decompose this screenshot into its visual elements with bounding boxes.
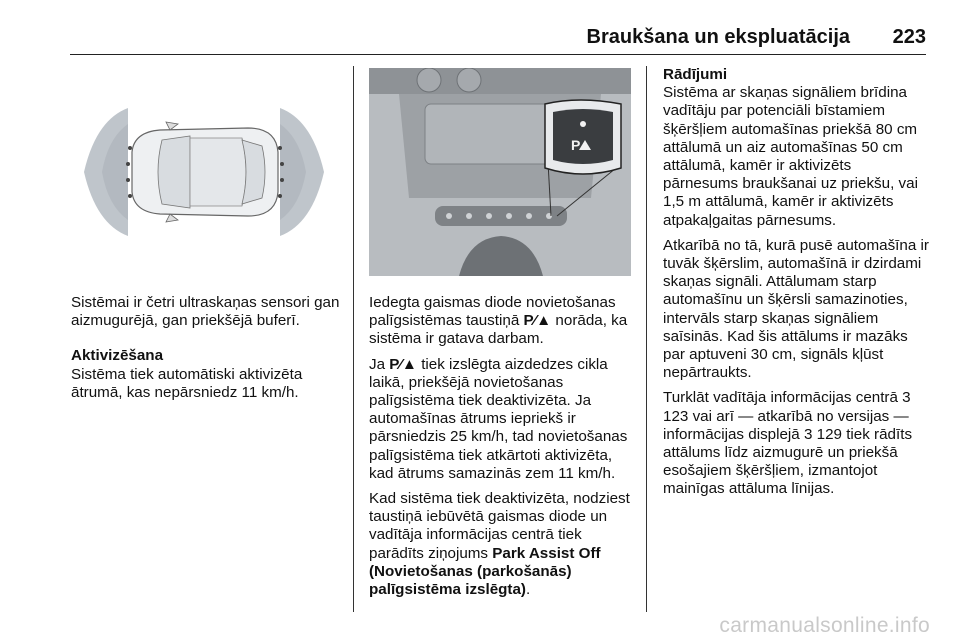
header-rule bbox=[70, 54, 926, 55]
column-middle bbox=[369, 294, 635, 606]
message-paragraph: Kad sistēma tiek deaktivizēta, nodziest taustiņā iebūvētā gaismas diode un vadītāja informācijas centrā tiek parādīts ziņojums Park Assist Off (Novietošanas (parkošanās) palīgsistēma izslēgta). bbox=[369, 490, 630, 599]
display-paragraph: Turklāt vadītāja informācijas centrā 3 123 vai arī — atkarībā no versijas — informācijas displejā 3 129 tiek rādīts attālums līdz aizmugurē un priekšā esošajiem šķēršļiem, izmantojot mainīgas attāluma līnijas. bbox=[663, 389, 913, 498]
page-header bbox=[70, 24, 926, 54]
svg-text:P: P bbox=[571, 137, 581, 153]
led-paragraph: Iedegta gaismas diode novietošanas palīgsistēmas taustiņā P⁄▲ norāda, ka sistēma ir gatava darbam. bbox=[369, 294, 628, 348]
section-heading-activation: Aktivizēšana bbox=[71, 347, 164, 365]
car-sensor-figure bbox=[70, 68, 338, 276]
console-button-figure bbox=[369, 68, 631, 276]
park-assist-off-message: Park Assist Off (Novietošanas (parkošanās) palīgsistēma izslēgta) bbox=[369, 544, 601, 599]
column-divider-left bbox=[353, 66, 354, 612]
watermark: carmanualsonline.info bbox=[719, 614, 930, 637]
page-reference-link[interactable]: 3 123 bbox=[663, 389, 911, 425]
section-heading-indications: Rādījumi bbox=[663, 66, 728, 83]
column-divider-right bbox=[646, 66, 647, 612]
column-left bbox=[71, 294, 341, 409]
park-assist-icon: P⁄▲ bbox=[523, 312, 552, 330]
page-reference-link[interactable]: 3 129 bbox=[803, 425, 842, 443]
chapter-title: Braukšana un ekspluatācija bbox=[586, 26, 850, 48]
park-assist-icon: P⁄▲ bbox=[389, 355, 417, 373]
warning-distance-paragraph: Sistēma ar skaņas signāliem brīdina vadītāju par potenciāli bīstamiem šķēršļiem automašīnas priekšā 80 cm attālumā un aiz automašīnas 50 cm attālumā, kamēr ir aktivizēts pārnesums braukšanai uz priekšu, vai 1,5 m attālumā, kamēr ir aktivizēts atpakaļgaitas pārnesums. bbox=[663, 84, 918, 229]
activation-text: Sistēma tiek automātiski aktivizēta ātrumā, kas nepārsniedz 11 km/h. bbox=[71, 365, 303, 401]
deactivation-paragraph: Ja P⁄▲ tiek izslēgta aizdedzes cikla laikā, priekšējā novietošanas palīgsistēma tiek deaktivizēta. Ja automašīnas ātrums iepriekš ir pārsniedzis 25 km/h, tad novietošanas palīgsistēma tiek atkārtoti aktivizēta, kad ātrums samazinās zem 11 km/h. bbox=[369, 355, 628, 482]
figure-caption: Sistēmai ir četri ultraskaņas sensori gan aizmugurējā, gan priekšējā buferī. bbox=[71, 294, 340, 330]
signal-interval-paragraph: Atkarībā no tā, kurā pusē automašīna ir tuvāk šķērslim, automašīnā ir dzirdami skaņas signāli. Attālumam starp automašīnu un šķērsli samazinoties, intervāls starp skaņas signāliem saīsinās. Kad šis attālums ir mazāks par aptuveni 30 cm, signāls kļūst nepārtraukts. bbox=[663, 236, 929, 382]
column-right bbox=[663, 66, 929, 506]
car-sensor-illustration bbox=[70, 68, 338, 276]
console-illustration bbox=[369, 68, 631, 276]
page-number: 223 bbox=[892, 26, 926, 48]
